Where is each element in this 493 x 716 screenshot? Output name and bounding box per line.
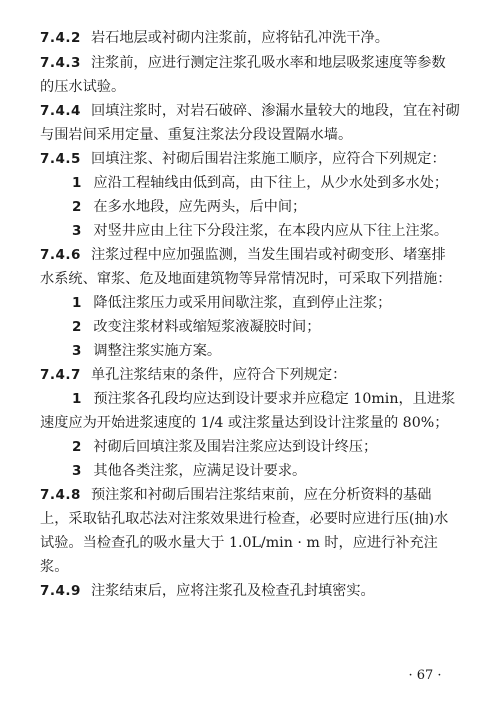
clause-text: 与围岩间采用定量、重复注浆法分段设置隔水墙。: [40, 127, 353, 143]
item-text: 降低注浆压力或采用间歇注浆，直到停止注浆；: [93, 295, 392, 311]
clause-7-4-4-line-1: [40, 99, 460, 123]
item-number: 2: [72, 319, 82, 335]
clause-7-4-8-line-1: [40, 483, 460, 507]
item-number: 3: [72, 223, 82, 239]
clause-text: 注浆前，应进行测定注浆孔吸水率和地层吸浆速度等参数: [90, 55, 446, 71]
item-text: 衬砌后回填注浆及围岩注浆应达到设计终压；: [93, 439, 378, 455]
clause-text: 回填注浆、衬砌后围岩注浆施工顺序，应符合下列规定：: [90, 151, 446, 167]
clause-7-4-6-item-3: [72, 339, 460, 363]
clause-text: 试验。当检查孔的吸水量大于 1.0L/min · m 时，应进行补充注: [40, 535, 438, 551]
clause-number: 7.4.6: [40, 247, 81, 263]
clause-7-4-7-item-2: [72, 435, 460, 459]
clause-text: 上，采取钻孔取芯法对注浆效果进行检查，必要时应进行压(抽)水: [40, 511, 449, 527]
clause-number: 7.4.7: [40, 367, 81, 383]
item-number: 1: [72, 391, 82, 407]
clause-text: 注浆结束后，应将注浆孔及检查孔封填密实。: [90, 583, 375, 599]
clause-7-4-5-item-3: [72, 219, 460, 243]
clause-7-4-4-line-2: [40, 123, 460, 147]
item-number: 1: [72, 295, 82, 311]
clause-number: 7.4.2: [40, 30, 81, 46]
item-text: 预注浆各孔段均应达到设计要求并应稳定 10min，且进浆: [93, 391, 456, 407]
clause-7-4-6-item-2: [72, 315, 460, 339]
clause-7-4-3-line-2: [40, 75, 460, 99]
item-number: 2: [72, 439, 82, 455]
clause-7-4-8-line-3: [40, 531, 460, 555]
clause-7-4-2-line-1: [40, 26, 460, 50]
clause-text: 单孔注浆结束的条件，应符合下列规定：: [90, 367, 347, 383]
clause-7-4-6-line-1: [40, 243, 460, 267]
clause-7-4-9-line-1: [40, 579, 460, 603]
clause-7-4-3-line-1: [40, 51, 460, 75]
item-number: 3: [72, 343, 82, 359]
clause-text: 浆。: [40, 559, 69, 575]
clause-number: 7.4.8: [40, 487, 81, 503]
clause-number: 7.4.3: [40, 55, 81, 71]
clause-text: 预注浆和衬砌后围岩注浆结束前，应在分析资料的基础: [90, 487, 432, 503]
clause-7-4-7-line-1: [40, 363, 460, 387]
clause-text: 回填注浆时，对岩石破碎、渗漏水量较大的地段，宜在衬砌: [90, 103, 460, 119]
clause-text: 岩石地层或衬砌内注浆前，应将钻孔冲洗干净。: [90, 30, 389, 46]
page-number: · 67 ·: [408, 668, 442, 683]
clause-7-4-7-item-3: [72, 459, 460, 483]
clause-text: 的压水试验。: [40, 79, 126, 95]
item-number: 2: [72, 199, 82, 215]
item-text: 速度应为开始进浆速度的 1/4 或注浆量达到设计注浆量的 80%；: [40, 415, 449, 431]
item-number: 3: [72, 463, 82, 479]
clause-number: 7.4.9: [40, 583, 81, 599]
clause-7-4-5-item-1: [72, 171, 460, 195]
clause-text: 注浆过程中应加强监测，当发生围岩或衬砌变形、堵塞排: [90, 247, 446, 263]
clause-7-4-6-item-1: [72, 291, 460, 315]
item-text: 在多水地段，应先两头，后中间；: [93, 199, 307, 215]
clause-text: 水系统、窜浆、危及地面建筑物等异常情况时，可采取下列措施：: [40, 271, 452, 287]
item-text: 其他各类注浆，应满足设计要求。: [93, 463, 307, 479]
clause-number: 7.4.4: [40, 103, 81, 119]
clause-7-4-6-line-2: [40, 267, 460, 291]
clause-number: 7.4.5: [40, 151, 81, 167]
clause-7-4-7-item-1-line-1: [72, 387, 460, 411]
clause-7-4-8-line-4: [40, 555, 460, 579]
item-text: 应沿工程轴线由低到高，由下往上，从少水处到多水处；: [93, 175, 449, 191]
clause-7-4-8-line-2: [40, 507, 460, 531]
clause-7-4-5-item-2: [72, 195, 460, 219]
item-text: 调整注浆实施方案。: [93, 343, 222, 359]
clause-7-4-5-line-1: [40, 147, 460, 171]
item-text: 改变注浆材料或缩短浆液凝胶时间；: [93, 319, 321, 335]
item-text: 对竖井应由上往下分段注浆，在本段内应从下往上注浆。: [93, 223, 449, 239]
item-number: 1: [72, 175, 82, 191]
clause-7-4-7-item-1-line-2: [40, 411, 460, 435]
